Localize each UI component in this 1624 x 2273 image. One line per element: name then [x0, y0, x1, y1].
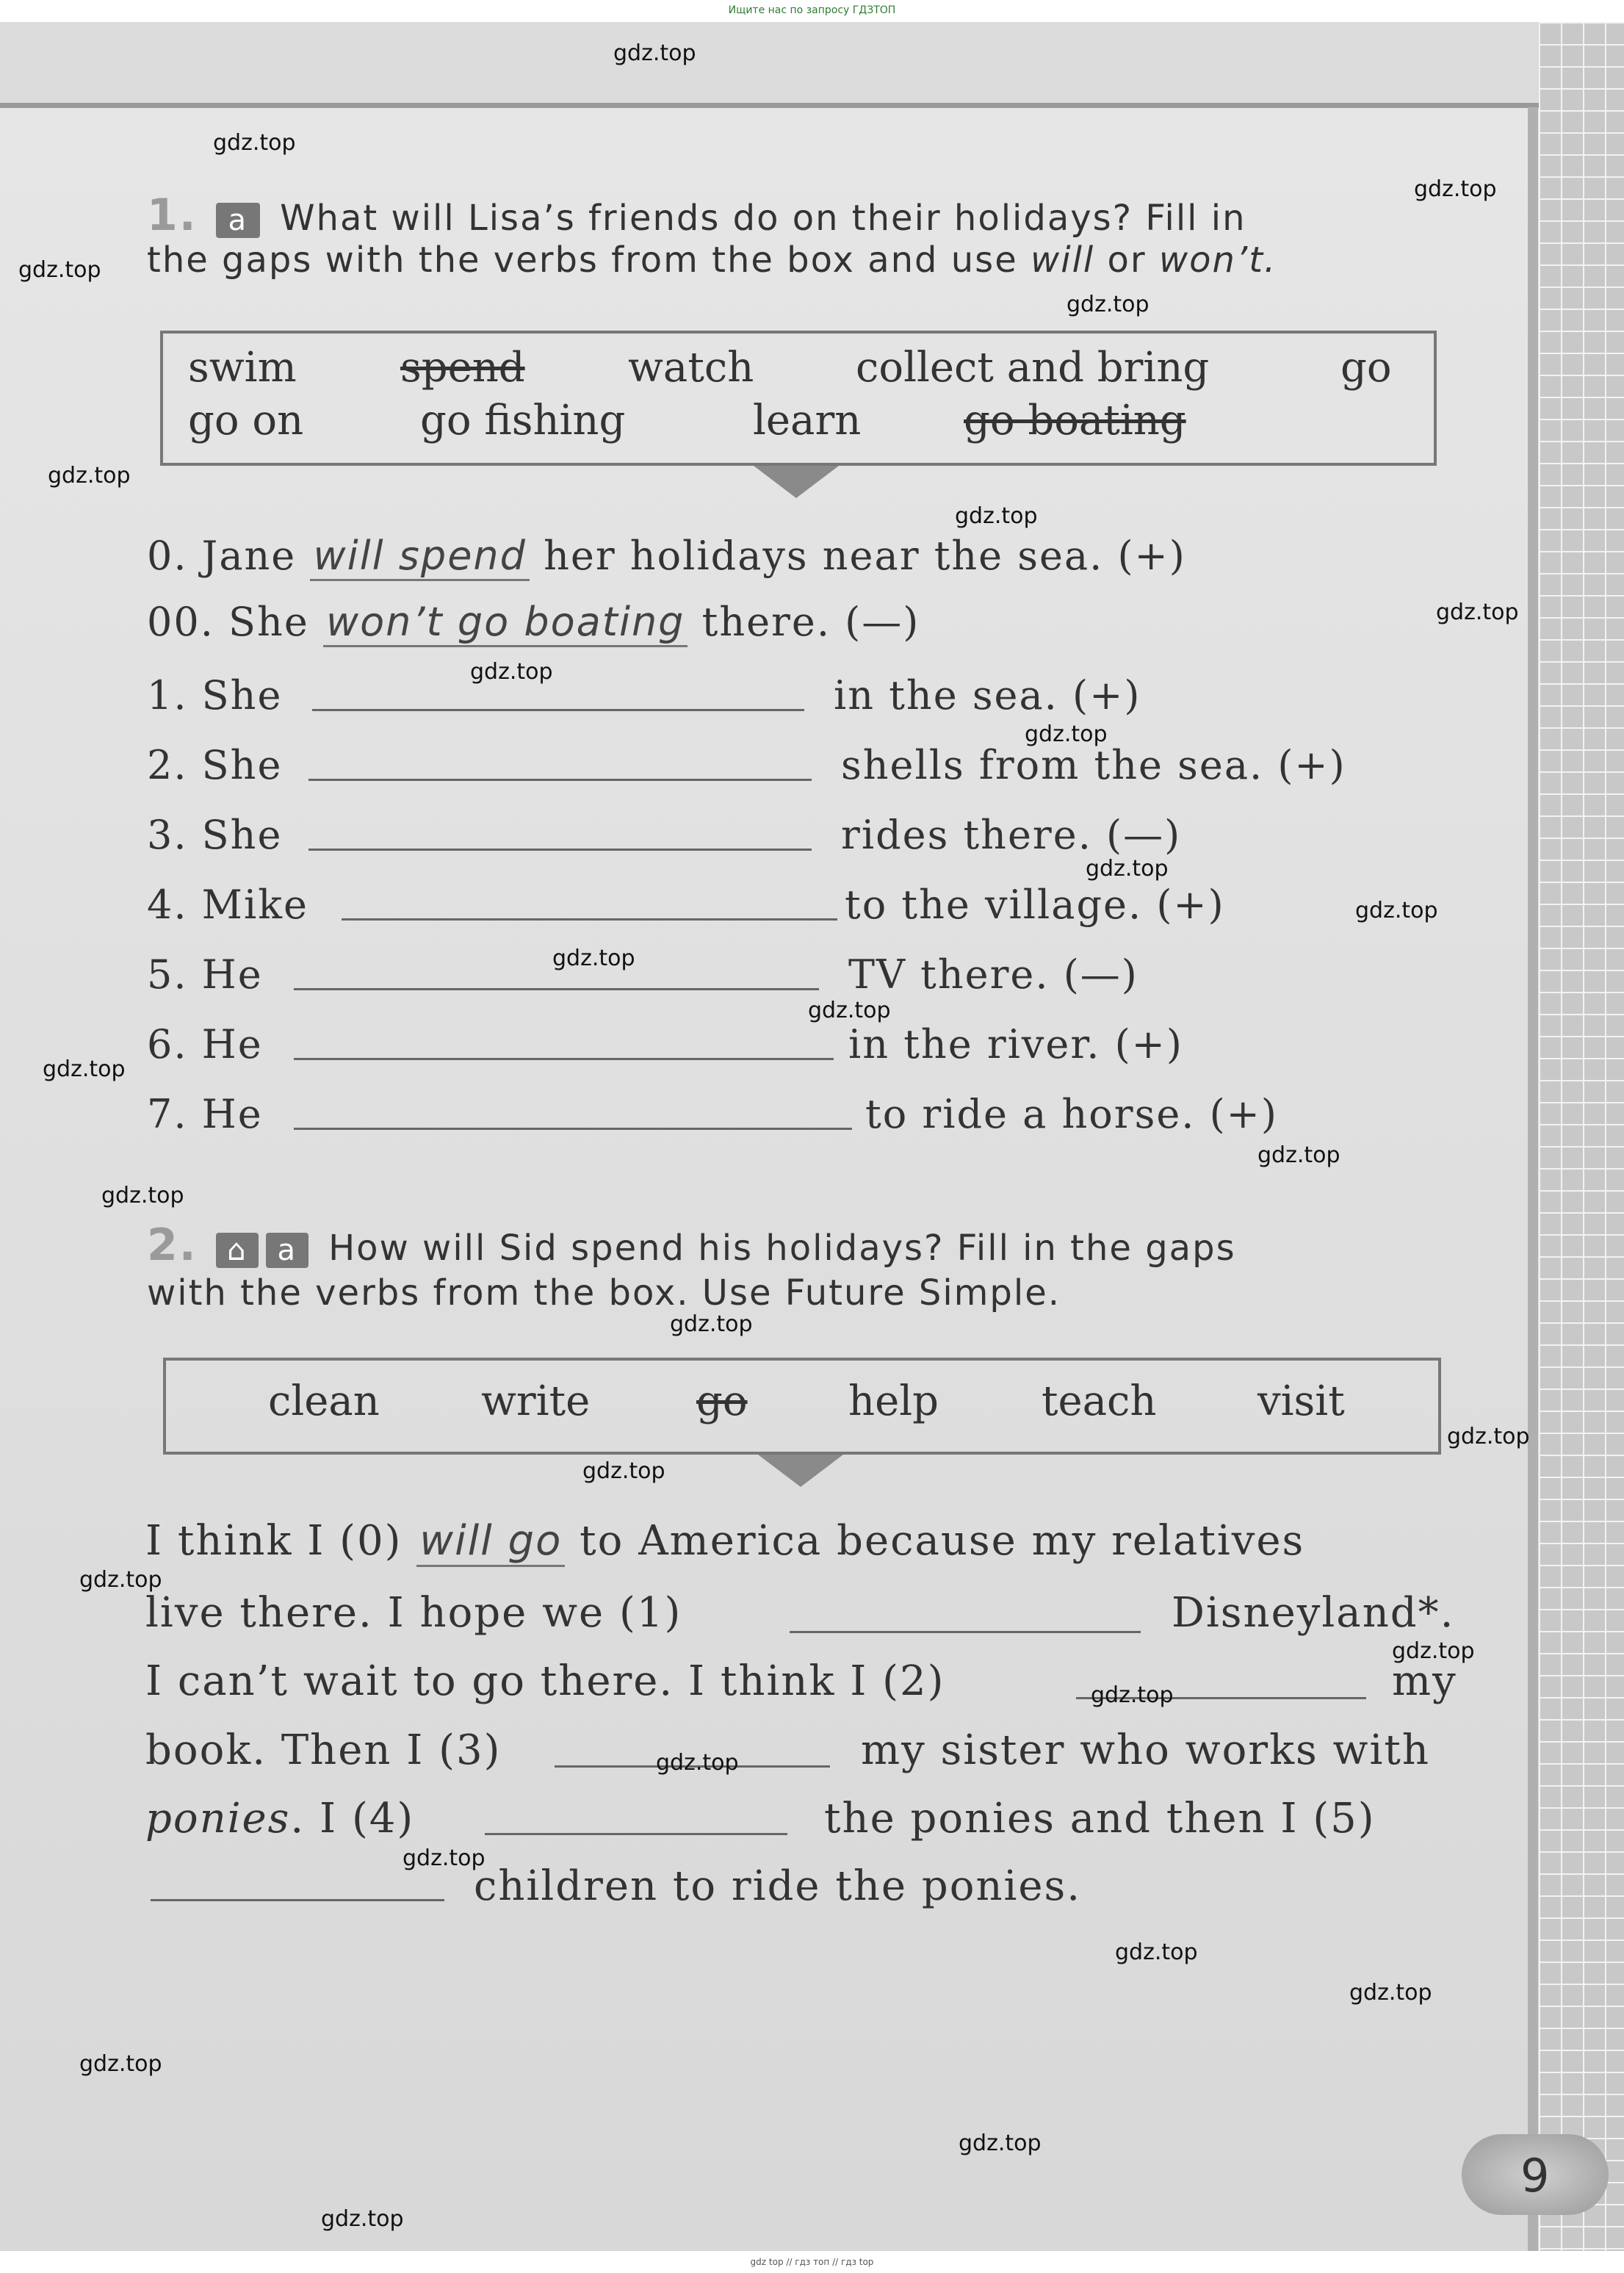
top-banner: [0, 0, 1624, 22]
example-0-answer: will spend: [310, 533, 529, 581]
watermark: gdz.top: [213, 130, 296, 156]
example-00-rest: there. (—): [701, 599, 920, 645]
ex2-instruction-line2: with the verbs from the box. Use Future Simple.: [147, 1272, 1061, 1314]
box-word-teach: teach: [1042, 1377, 1157, 1425]
ex1-item-6-rest: in the river. (+): [848, 1021, 1183, 1067]
box-word-go-crossed: go: [696, 1377, 748, 1425]
header-divider: [0, 103, 1539, 108]
watermark: gdz.top: [1349, 1980, 1432, 2006]
top-banner-text[interactable]: Ищите нас по запросу ГДЗТОП: [728, 4, 896, 16]
ex1-item-6-blank[interactable]: [294, 1058, 834, 1060]
watermark: gdz.top: [79, 1567, 162, 1593]
box-word-go: go: [1340, 344, 1392, 392]
ex2-blank-5[interactable]: [151, 1899, 444, 1901]
ex2-l1-end: to America because my relatives: [580, 1517, 1305, 1565]
ex1-item-7-blank[interactable]: [294, 1128, 852, 1130]
watermark: gdz.top: [1436, 599, 1519, 625]
watermark: gdz.top: [1355, 898, 1438, 923]
watermark: gdz.top: [656, 1750, 739, 1776]
box-word-learn: learn: [753, 397, 862, 444]
ex2-text-line3-end: my: [1392, 1657, 1457, 1705]
watermark: gdz.top: [1067, 292, 1150, 317]
example-0-label: 0. Jane: [147, 533, 297, 579]
box-pointer-arrow: [754, 466, 839, 498]
watermark: gdz.top: [808, 998, 891, 1023]
ex2-l5-start: . I (4): [290, 1795, 415, 1842]
ex1-item-3-blank[interactable]: [308, 849, 812, 851]
watermark: gdz.top: [582, 1458, 665, 1484]
ex1-instruction-line1: What will Lisa’s friends do on their holidays? Fill in: [280, 198, 1246, 239]
watermark: gdz.top: [670, 1311, 753, 1337]
ex2-number: 2.: [147, 1220, 198, 1271]
ex1-item-5-label: 5. He: [147, 951, 263, 998]
ex1-item-5-rest: TV there. (—): [848, 951, 1138, 998]
ex1-reading-icon: a: [216, 203, 260, 238]
watermark: gdz.top: [1115, 1939, 1198, 1965]
watermark: gdz.top: [18, 257, 101, 283]
ex2-l1-start: I think I (0): [145, 1517, 403, 1565]
ex1-instruction-line2: the gaps with the verbs from the box and use: [147, 239, 1018, 281]
ex1-or-word: or: [1107, 239, 1147, 281]
box-word-write: write: [481, 1377, 591, 1425]
watermark: gdz.top: [403, 1845, 486, 1871]
ex1-item-1-label: 1. She: [147, 672, 283, 718]
watermark: gdz.top: [613, 40, 696, 66]
ex1-example-00: [147, 599, 920, 645]
page-edge: [1528, 107, 1538, 2252]
ex2-blank-4[interactable]: [485, 1833, 787, 1835]
watermark: gdz.top: [552, 945, 635, 971]
ex2-text-line5-start: [145, 1795, 414, 1842]
ex2-ponies-italic: ponies: [145, 1795, 291, 1842]
ex2-text-line6: children to ride the ponies.: [474, 1862, 1082, 1910]
ex2-text-line5-end: the ponies and then I (5): [824, 1795, 1376, 1842]
ex1-heading: [147, 190, 1246, 241]
ex2-instruction-line1: How will Sid spend his holidays? Fill in the gaps: [328, 1228, 1236, 1269]
grid-margin: [1539, 22, 1624, 2251]
ex1-item-1-blank[interactable]: [312, 709, 804, 711]
ex1-item-5-blank[interactable]: [294, 988, 819, 990]
ex2-text-line3-start: I can’t wait to go there. I think I (2): [145, 1657, 945, 1705]
ex1-item-2-blank[interactable]: [308, 779, 812, 781]
ex1-item-4-blank[interactable]: [342, 918, 837, 921]
ex1-item-1-rest: in the sea. (+): [834, 672, 1141, 718]
watermark: gdz.top: [470, 659, 553, 685]
box-word-collect-and-bring: collect and bring: [856, 344, 1210, 392]
ex2-text-line2-start: live there. I hope we (1): [145, 1589, 682, 1637]
ex1-item-4-label: 4. Mike: [147, 882, 308, 928]
box-word-watch: watch: [628, 344, 754, 392]
ex2-heading: [147, 1220, 1236, 1271]
box-word-visit: visit: [1257, 1377, 1345, 1425]
watermark: gdz.top: [79, 2051, 162, 2077]
watermark: gdz.top: [1392, 1638, 1475, 1664]
ex1-item-6-label: 6. He: [147, 1021, 263, 1067]
watermark: gdz.top: [101, 1183, 184, 1208]
box-word-swim: swim: [188, 344, 297, 392]
ex2-l1-answer: will go: [416, 1517, 565, 1567]
box2-pointer-arrow: [758, 1455, 843, 1487]
example-00-answer: won’t go boating: [323, 599, 688, 647]
ex1-item-2-rest: shells from the sea. (+): [841, 742, 1346, 788]
box-word-go-boating: go boating: [964, 397, 1186, 444]
box-word-go-fishing: go fishing: [420, 397, 626, 444]
box-word-clean: clean: [268, 1377, 380, 1425]
ex1-item-3-label: 3. She: [147, 812, 283, 858]
watermark: gdz.top: [48, 463, 131, 489]
page-number: 9: [1520, 2149, 1550, 2202]
ex1-item-7-rest: to ride a horse. (+): [865, 1091, 1278, 1137]
watermark: gdz.top: [1447, 1424, 1530, 1449]
watermark: gdz.top: [43, 1056, 126, 1082]
watermark: gdz.top: [1025, 721, 1108, 747]
ex1-item-3-rest: rides there. (—): [841, 812, 1182, 858]
ex2-text-line4-end: my sister who works with: [861, 1726, 1430, 1774]
watermark: gdz.top: [959, 2130, 1042, 2156]
ex2-blank-1[interactable]: [790, 1631, 1141, 1633]
ex1-item-7-label: 7. He: [147, 1091, 263, 1137]
ex2-reading-icon: a: [266, 1233, 308, 1268]
ex1-wont-word: won’t.: [1158, 239, 1277, 281]
ex1-item-4-rest: to the village. (+): [845, 882, 1225, 928]
ex2-text-line2-end: Disneyland*.: [1172, 1589, 1455, 1637]
watermark: gdz.top: [1414, 176, 1497, 202]
ex2-text-line1: [145, 1517, 1304, 1565]
bottom-banner-text[interactable]: gdz top // гдз топ // гдз top: [750, 2257, 874, 2267]
box-word-spend: spend: [400, 344, 525, 392]
watermark: gdz.top: [1091, 1682, 1174, 1708]
bottom-banner: [0, 2251, 1624, 2273]
watermark: gdz.top: [321, 2206, 404, 2232]
example-0-rest: her holidays near the sea. (+): [544, 533, 1186, 579]
ex1-will-word: will: [1030, 239, 1095, 281]
box-word-go-on: go on: [188, 397, 304, 444]
ex1-number: 1.: [147, 190, 198, 241]
watermark: gdz.top: [955, 503, 1038, 529]
ex2-text-line4-start: book. Then I (3): [145, 1726, 502, 1774]
ex2-home-icon: ⌂: [216, 1233, 259, 1268]
ex1-example-0: [147, 533, 1186, 579]
ex1-item-2-label: 2. She: [147, 742, 283, 788]
box-word-help: help: [848, 1377, 939, 1425]
example-00-label: 00. She: [147, 599, 309, 645]
watermark: gdz.top: [1257, 1142, 1340, 1168]
ex1-heading-line2: [147, 239, 1277, 281]
watermark: gdz.top: [1086, 856, 1169, 882]
